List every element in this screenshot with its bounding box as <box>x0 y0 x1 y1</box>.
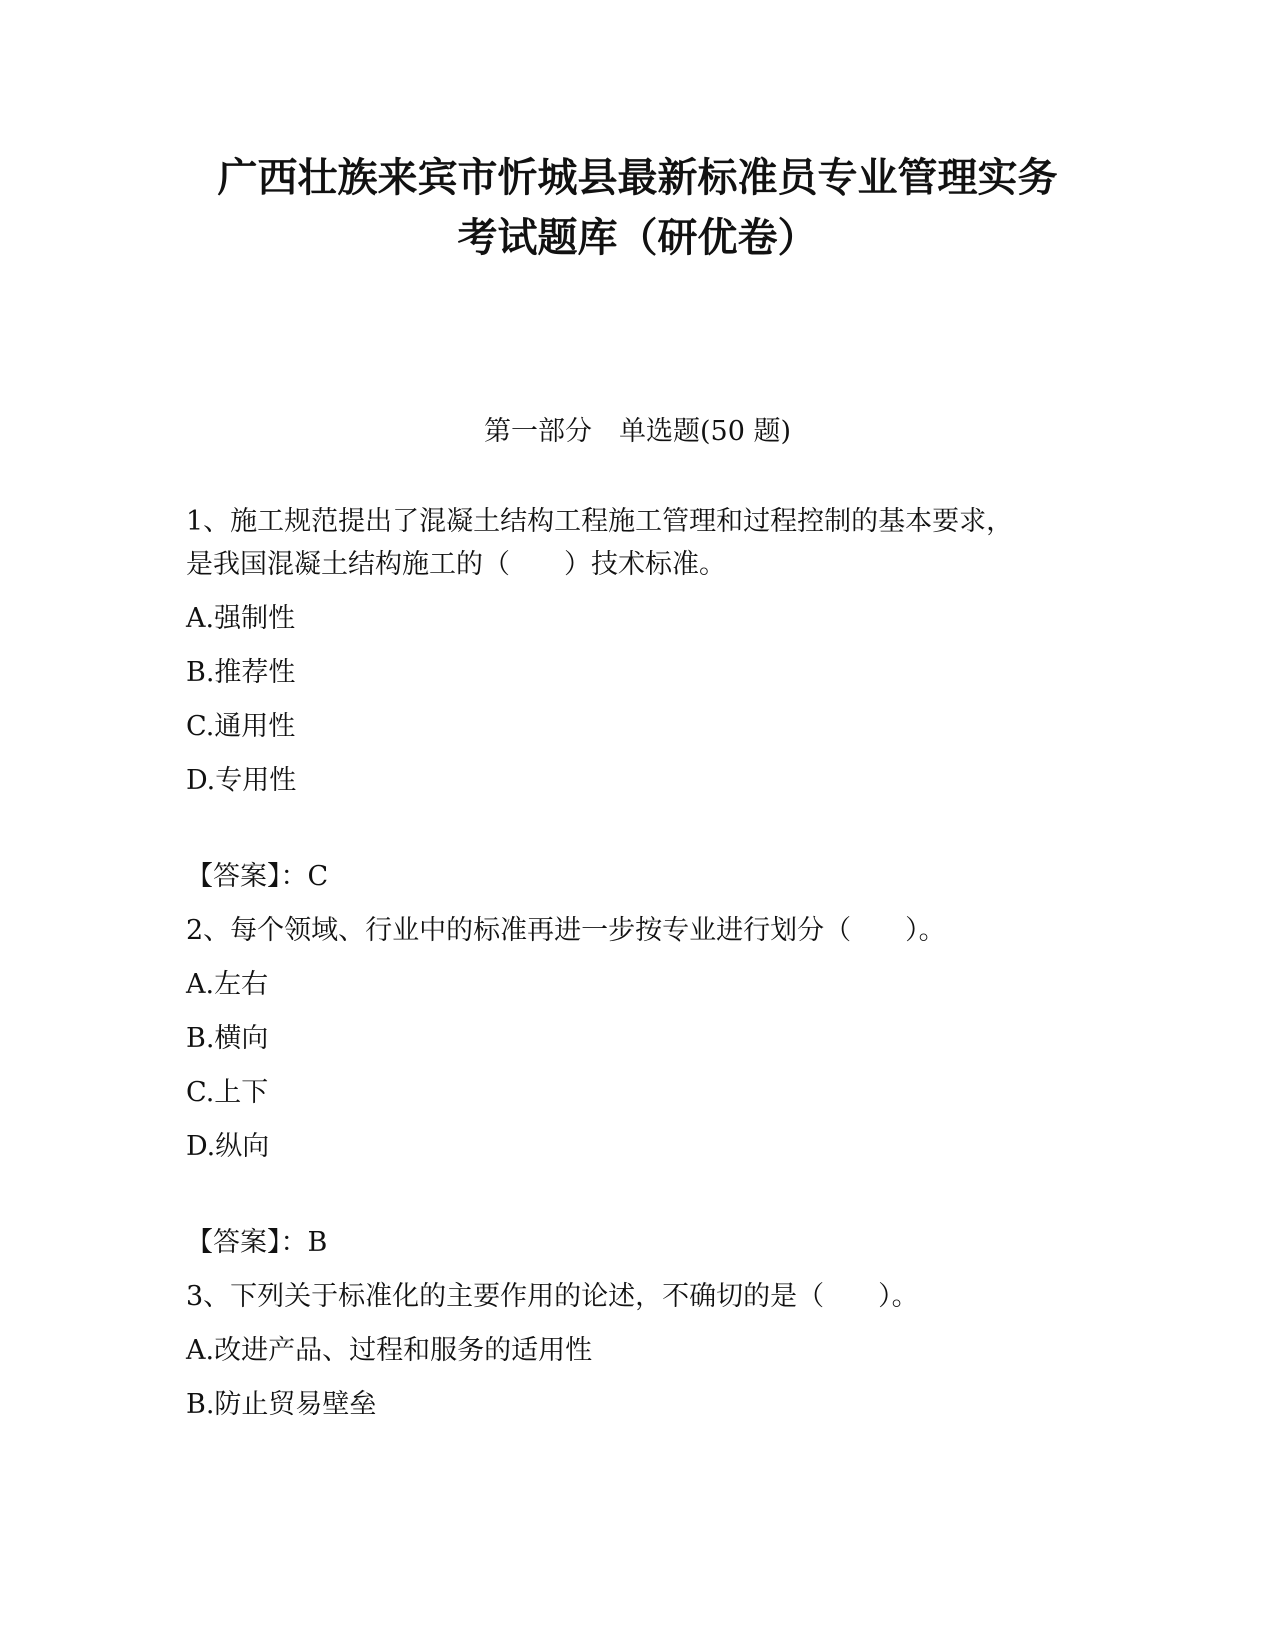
question-3-option-b: B.防止贸易壁垒 <box>186 1389 377 1420</box>
question-1-stem-line-1: 1、施工规范提出了混凝土结构工程施工管理和过程控制的基本要求， <box>186 506 1014 537</box>
question-1-option-c: C.通用性 <box>186 711 296 742</box>
question-2-option-d: D.纵向 <box>186 1131 270 1162</box>
question-1-option-a: A.强制性 <box>186 603 296 634</box>
question-2-option-a: A.左右 <box>186 969 269 1000</box>
question-3-option-a: A.改进产品、过程和服务的适用性 <box>186 1335 593 1366</box>
question-2-answer: 【答案】：B <box>186 1227 328 1258</box>
document-title-line-2: 考试题库（研优卷） <box>457 214 818 261</box>
question-2-option-b: B.横向 <box>186 1023 269 1054</box>
question-1-option-d: D.专用性 <box>186 765 297 796</box>
section-heading: 第一部分 单选题(50 题) <box>483 416 791 447</box>
question-3-stem: 3、下列关于标准化的主要作用的论述，不确切的是（ ）。 <box>186 1281 919 1312</box>
question-2-option-c: C.上下 <box>186 1077 269 1108</box>
question-1-stem-line-2: 是我国混凝土结构施工的（ ）技术标准。 <box>186 549 726 580</box>
question-1-option-b: B.推荐性 <box>186 657 296 688</box>
document-title-line-1: 广西壮族来宾市忻城县最新标准员专业管理实务 <box>217 154 1058 201</box>
document-title <box>0 148 1275 268</box>
question-1-answer: 【答案】：C <box>186 861 329 892</box>
question-2-stem: 2、每个领域、行业中的标准再进一步按专业进行划分（ ）。 <box>186 915 946 946</box>
